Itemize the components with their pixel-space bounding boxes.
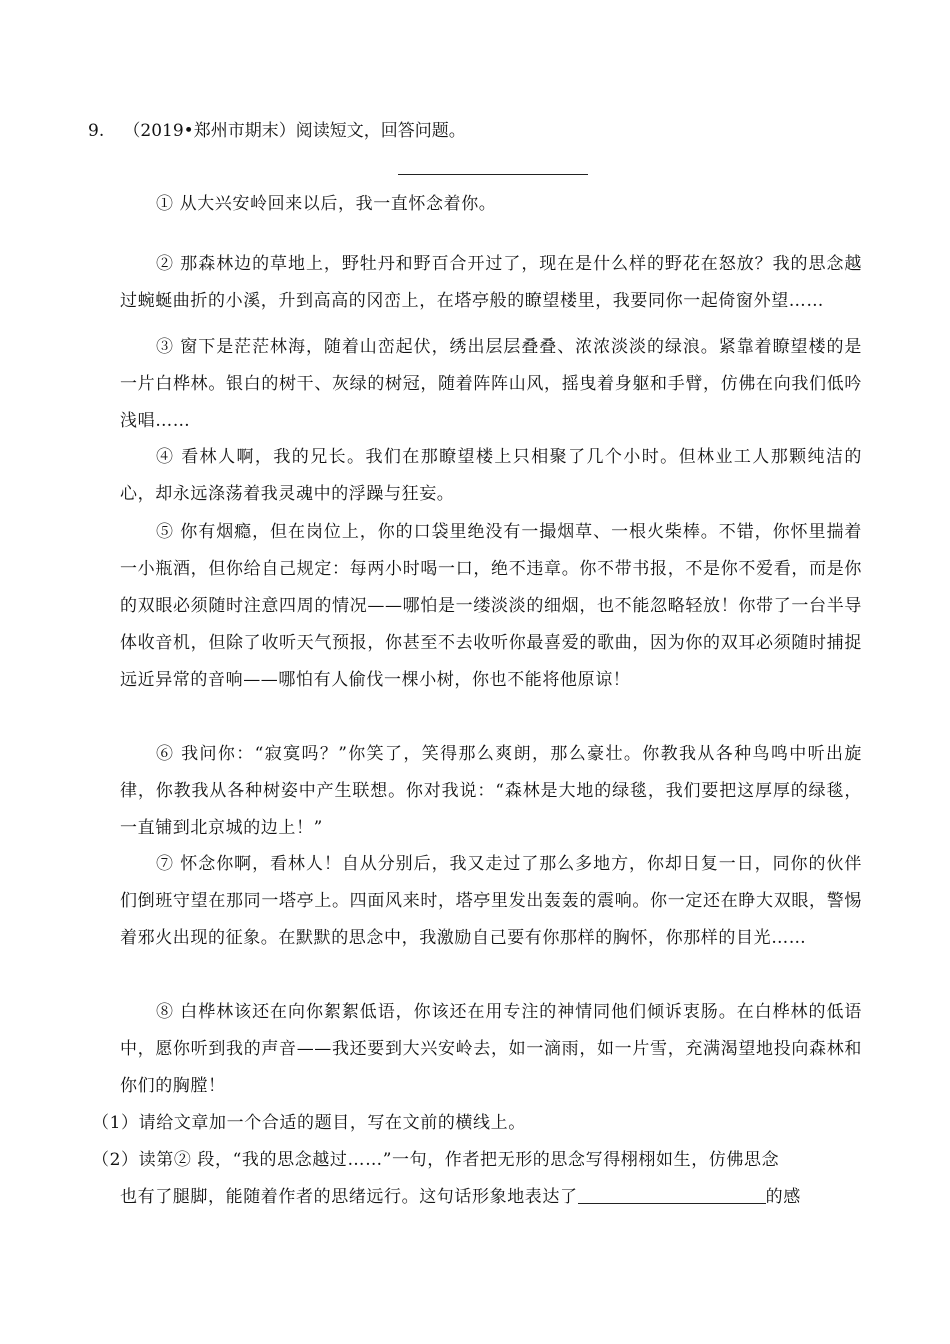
question-source: （2019•郑州市期末）阅读短文，回答问题。 [123, 121, 466, 141]
paragraph-6: ⑥ 我问你：“寂寞吗？”你笑了，笑得那么爽朗，那么豪壮。你教我从各种鸟鸣中听出旋律，你教我从各种树姿中产生联想。你对我说：“森林是大地的绿毯，我们要把这厚厚的绿毯，一直铺到北京城的边上！” [120, 744, 862, 838]
paragraph-2: ② 那森林边的草地上，野牡丹和野百合开过了，现在是什么样的野花在怒放？我的思念越过蜿蜒曲折的小溪，升到高高的冈峦上，在塔亭般的瞭望楼里，我要同你一起倚窗外望…… [120, 254, 862, 311]
paragraph-7: ⑦ 怀念你啊，看林人！自从分别后，我又走过了那么多地方，你却日复一日，同你的伙伴们倒班守望在那同一塔亭上。四面风来时，塔亭里发出轰轰的震响。你一定还在睁大双眼，警惕着邪火出现的征象。在默默的思念中，我激励自己要有你那样的胸怀，你那样的目光…… [120, 854, 862, 948]
paragraph-1: ① 从大兴安岭回来以后，我一直怀念着你。 [156, 194, 497, 214]
subquestion-2-lead: （2）读第② 段，“我的思念越过……”一句，作者把无形的思念写得栩栩如生，仿佛思念 [92, 1150, 780, 1170]
answer-blank[interactable] [578, 1185, 766, 1204]
subquestion-2-tail: 的感 [765, 1187, 801, 1207]
subquestion-2 [92, 1142, 862, 1216]
title-blank-line[interactable] [398, 174, 588, 175]
paragraph-3: ③ 窗下是茫茫林海，随着山峦起伏，绣出层层叠叠、浓浓淡淡的绿浪。紧靠着瞭望楼的是一片白桦林。银白的树干、灰绿的树冠，随着阵阵山风，摇曳着身躯和手臂，仿佛在向我们低吟浅唱…… [120, 337, 862, 431]
subquestion-1: （1）请给文章加一个合适的题目，写在文前的横线上。 [92, 1113, 526, 1133]
subquestion-2-text: 也有了腿脚，能随着作者的思绪远行。这句话形象地表达了 [120, 1187, 578, 1207]
question-header [88, 116, 466, 146]
subquestion-2-continuation [92, 1179, 862, 1216]
paragraph-8: ⑧ 白桦林该还在向你絮絮低语，你该还在用专注的神情同他们倾诉衷肠。在白桦林的低语中，愿你听到我的声音——我还要到大兴安岭去，如一滴雨，如一片雪，充满渴望地投向森林和你们的胸膛！ [120, 1002, 862, 1096]
question-number: 9. [88, 121, 105, 141]
paragraph-5: ⑤ 你有烟瘾，但在岗位上，你的口袋里绝没有一撮烟草、一根火柴棒。不错，你怀里揣着一小瓶酒，但你给自己规定：每两小时喝一口，绝不违章。你不带书报，不是你不爱看，而是你的双眼必须随时注意四周的情况——哪怕是一缕淡淡的细烟，也不能忽略轻放！你带了一台半导体收音机，但除了收听天气预报，你甚至不去收听你最喜爱的歌曲，因为你的双耳必须随时捕捉远近异常的音响——哪怕有人偷伐一棵小树，你也不能将他原谅！ [120, 522, 862, 690]
paragraph-4: ④ 看林人啊，我的兄长。我们在那瞭望楼上只相聚了几个小时。但林业工人那颗纯洁的心，却永远涤荡着我灵魂中的浮躁与狂妄。 [120, 447, 862, 504]
